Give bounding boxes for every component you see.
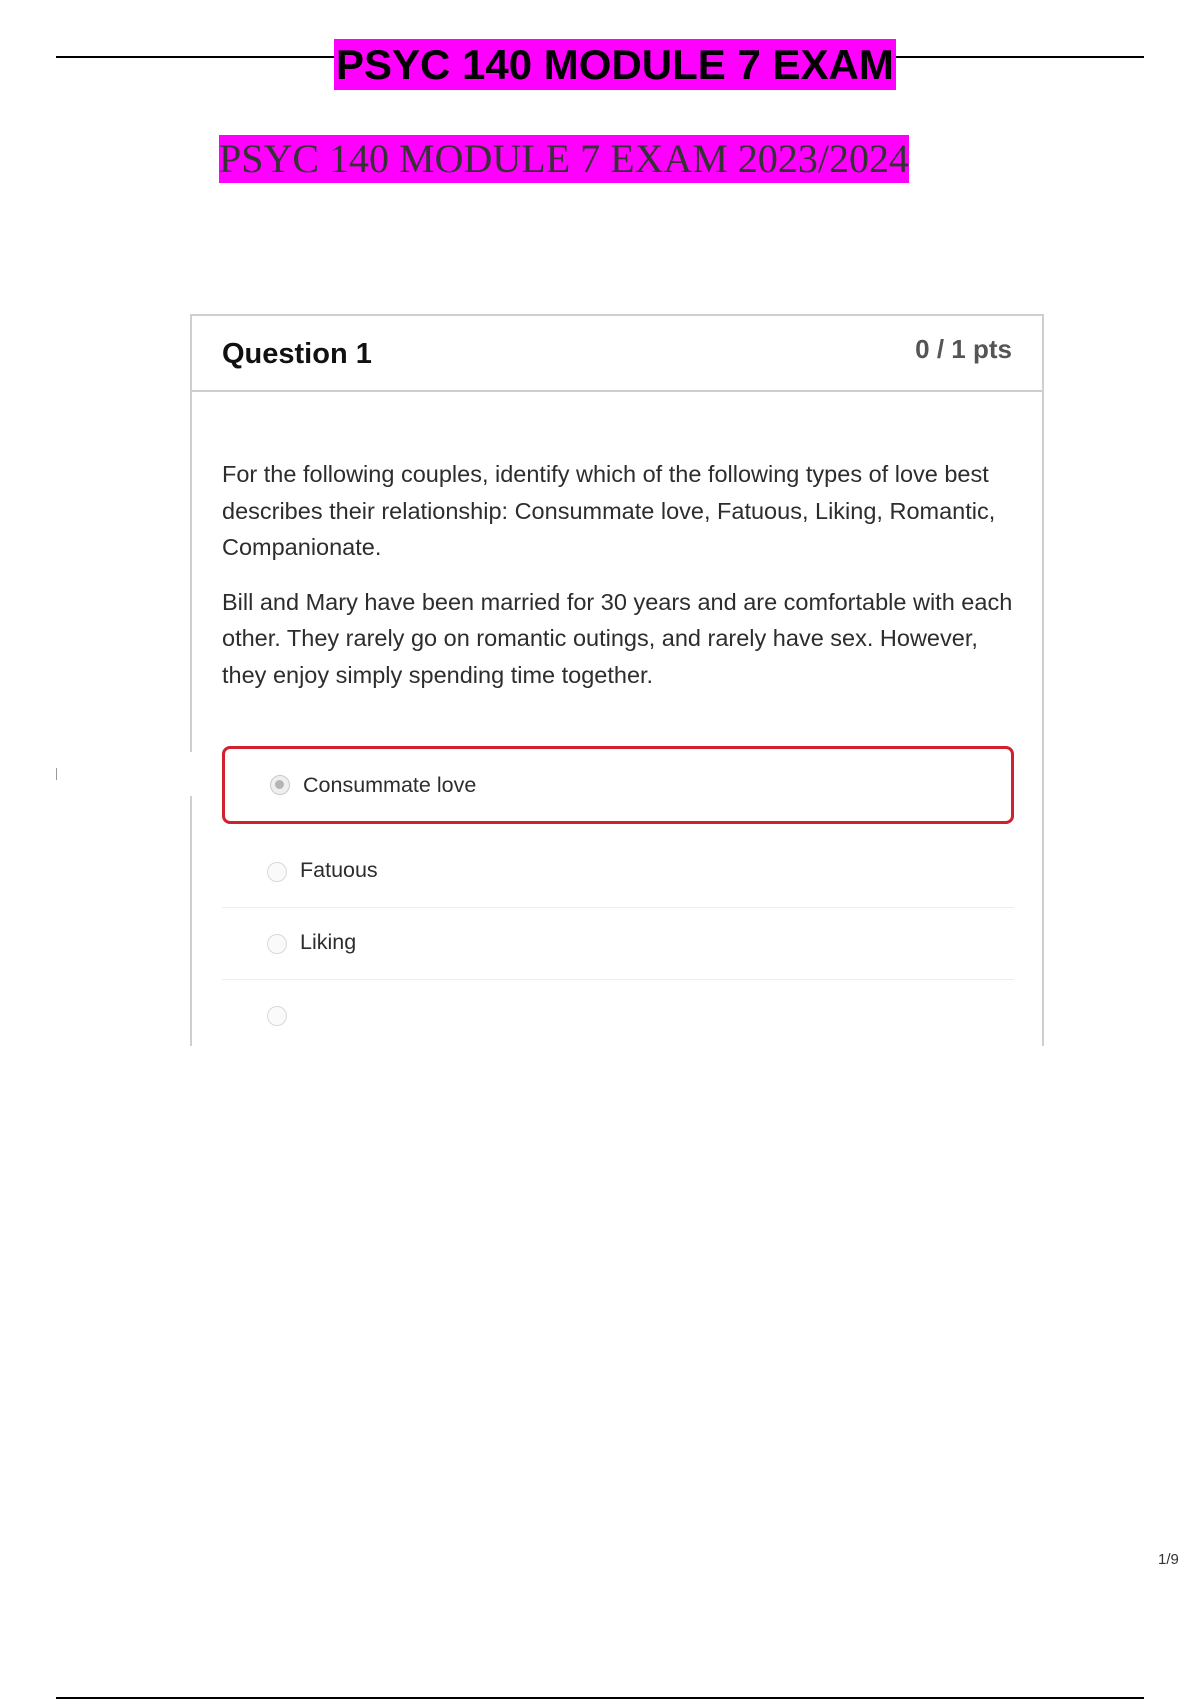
radio-icon[interactable] bbox=[267, 934, 287, 954]
question-text bbox=[222, 456, 1022, 711]
answer-option-consummate-love[interactable] bbox=[222, 746, 1014, 824]
question-prompt: For the following couples, identify which of the following types of love best describes their relationship: Consummate love, Fatuous, Liking, Romantic, Companionate. bbox=[222, 461, 996, 560]
question-title: Question 1 bbox=[222, 338, 372, 370]
answer-option-blank[interactable] bbox=[222, 980, 1014, 1052]
page-number: 1/9 bbox=[1158, 1551, 1179, 1568]
radio-dot-icon bbox=[275, 780, 284, 789]
answer-label: Liking bbox=[300, 930, 357, 954]
question-card bbox=[190, 314, 1044, 1046]
document-subtitle: PSYC 140 MODULE 7 EXAM 2023/2024 bbox=[219, 136, 910, 181]
radio-icon[interactable] bbox=[267, 862, 287, 882]
card-border-gap bbox=[189, 752, 193, 796]
question-points: 0 / 1 pts bbox=[915, 334, 1012, 364]
radio-selected-icon[interactable] bbox=[270, 775, 290, 795]
page-header-title: PSYC 140 MODULE 7 EXAM bbox=[336, 41, 894, 88]
radio-icon[interactable] bbox=[267, 1006, 287, 1026]
answer-label: Consummate love bbox=[303, 773, 477, 797]
question-scenario: Bill and Mary have been married for 30 years and are comfortable with each other. They rarely go on romantic outings, and rarely have sex. However, they enjoy simply spending time together. bbox=[222, 588, 1013, 688]
answer-option-fatuous[interactable] bbox=[222, 836, 1014, 908]
answer-option-liking[interactable] bbox=[222, 908, 1014, 980]
answer-label: Fatuous bbox=[300, 858, 378, 882]
question-header bbox=[192, 316, 1042, 392]
side-mark bbox=[56, 768, 57, 780]
bottom-rule bbox=[56, 1697, 1144, 1699]
answer-list bbox=[222, 746, 1014, 1052]
